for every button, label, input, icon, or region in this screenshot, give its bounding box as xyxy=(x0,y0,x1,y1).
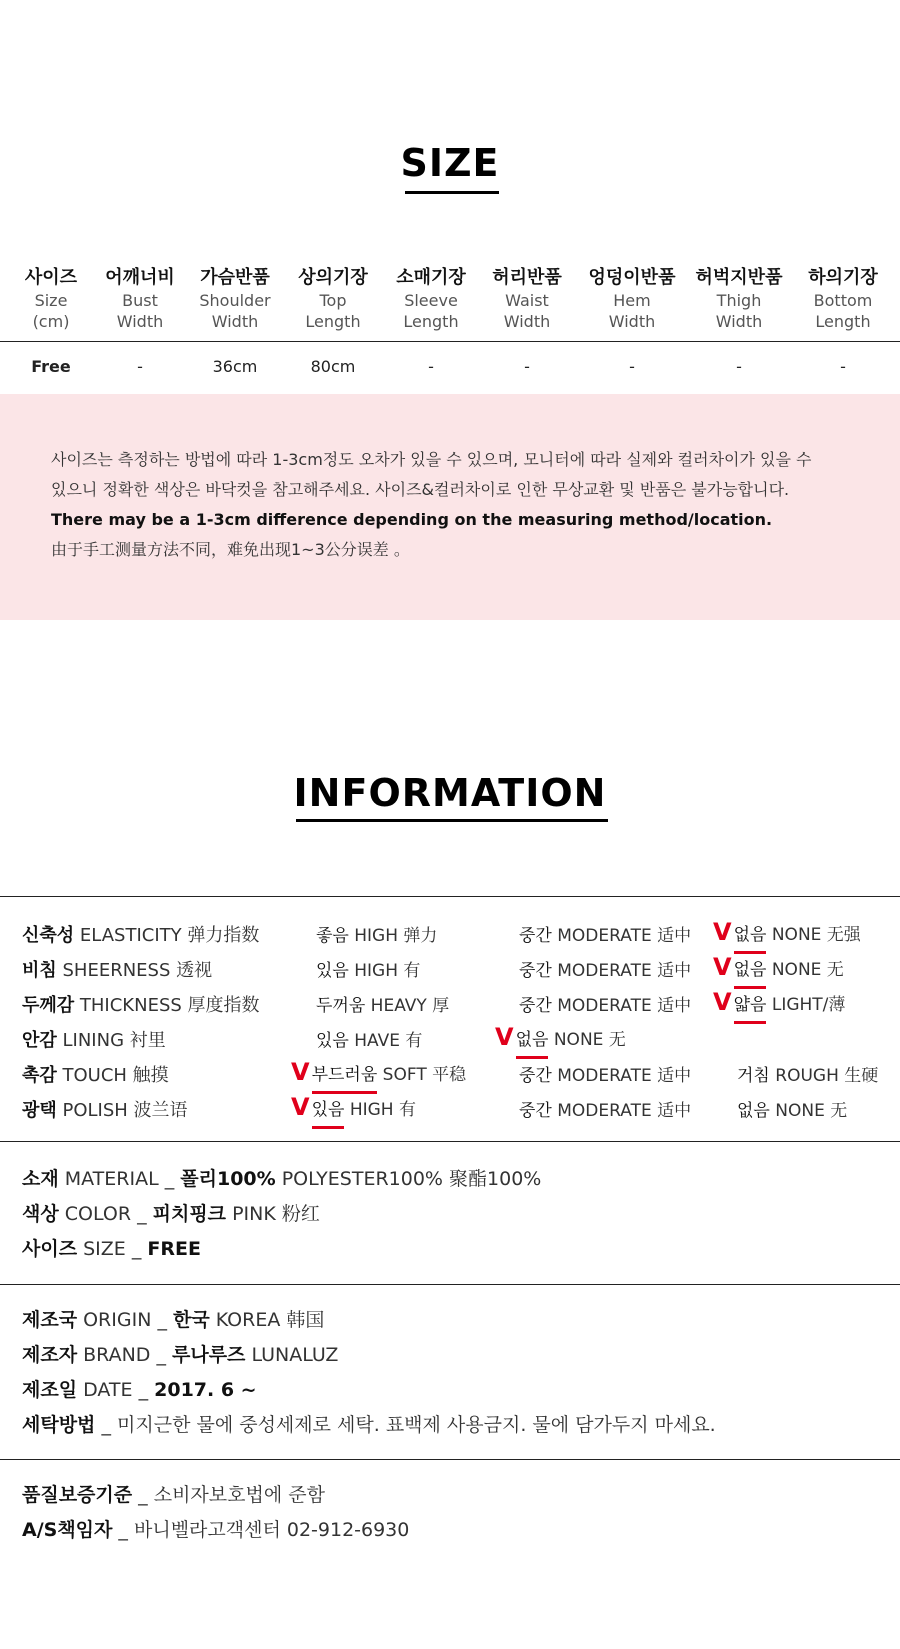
size-col-en: Bottom xyxy=(813,291,873,310)
detail-color xyxy=(22,1201,320,1227)
detail-label: 제조국 xyxy=(22,1309,78,1331)
size-col-ko: 허벅지반품 xyxy=(695,267,783,288)
opt-ko: 두꺼움 xyxy=(316,996,366,1016)
detail-value: 2017. 6 ~ xyxy=(154,1379,257,1401)
size-col-en: Length xyxy=(815,312,871,331)
size-cell: - xyxy=(137,357,143,376)
size-col-ko: 가슴반품 xyxy=(200,267,270,288)
attr-ko: 두께감 xyxy=(22,995,75,1016)
opt-rest: HIGH 有 xyxy=(344,1100,416,1120)
size-col-ko: 상의기장 xyxy=(298,267,368,288)
detail-value: 루나루즈 xyxy=(172,1344,246,1366)
opt-rest: MODERATE 适中 xyxy=(551,1066,692,1086)
opt-ko: 없음 xyxy=(515,1030,549,1050)
size-col-ko: 엉덩이반품 xyxy=(588,267,676,288)
opt-ko: 얇음 xyxy=(733,995,767,1015)
detail-size xyxy=(22,1236,201,1262)
attr-rest: SHEERNESS 透视 xyxy=(56,960,213,981)
detail-label: 품질보증기준 xyxy=(22,1484,133,1506)
table-divider xyxy=(0,341,900,342)
opt-ko: 없음 xyxy=(733,925,767,945)
notice-line: 있으니 정확한 색상은 바닥컷을 참고해주세요. 사이즈&컬러차이로 인한 무상교환 및 반품은 불가능합니다. xyxy=(51,480,790,499)
detail-label-en: DATE _ xyxy=(77,1379,155,1401)
size-col-en: Width xyxy=(608,312,656,331)
attr-ko: 비침 xyxy=(22,960,57,981)
information-title-underline xyxy=(296,819,608,822)
size-col-en: Width xyxy=(116,312,164,331)
opt-rest: HIGH 弹力 xyxy=(348,926,438,946)
option-selected xyxy=(713,955,844,982)
size-col-ko: 허리반품 xyxy=(492,267,562,288)
opt-rest: MODERATE 适中 xyxy=(551,926,692,946)
opt-ko: 중간 xyxy=(519,1066,552,1086)
opt-ko: 거침 xyxy=(737,1066,770,1086)
opt-rest: NONE 无 xyxy=(766,960,844,980)
detail-label-en: _ xyxy=(132,1484,154,1506)
detail-date xyxy=(22,1377,257,1403)
size-title: SIZE xyxy=(400,141,500,185)
detail-value: 폴리100% xyxy=(180,1168,276,1190)
detail-label: 사이즈 xyxy=(22,1238,78,1260)
opt-ko: 없음 xyxy=(737,1101,770,1121)
size-col-bottom xyxy=(793,266,893,332)
size-cell: 36cm xyxy=(212,357,258,376)
notice-line: 由于手工测量方法不同，难免出现1~3公分误差 。 xyxy=(51,540,410,559)
opt-ko: 중간 xyxy=(519,961,552,981)
opt-rest: MODERATE 适中 xyxy=(551,961,692,981)
attr-lining xyxy=(22,1029,166,1053)
opt-rest: MODERATE 适中 xyxy=(551,1101,692,1121)
attr-rest: THICKNESS 厚度指数 xyxy=(74,995,260,1016)
size-col-en: Length xyxy=(403,312,459,331)
option xyxy=(519,1064,691,1088)
detail-value: 피치핑크 xyxy=(152,1203,227,1225)
detail-label: 소재 xyxy=(22,1168,59,1190)
size-col-ko: 하의기장 xyxy=(808,267,878,288)
detail-origin xyxy=(22,1307,324,1333)
option xyxy=(519,959,691,983)
opt-rest: LIGHT/薄 xyxy=(766,995,846,1015)
opt-rest: HAVE 有 xyxy=(348,1031,423,1051)
size-col-sleeve xyxy=(381,266,481,332)
detail-label: 제조자 xyxy=(22,1344,78,1366)
attr-thickness xyxy=(22,994,260,1018)
check-mark-icon: V xyxy=(713,918,732,946)
info-divider xyxy=(0,1141,900,1142)
size-cell: - xyxy=(629,357,635,376)
size-title-underline xyxy=(405,191,499,194)
size-col-thigh xyxy=(689,266,789,332)
detail-label-en: _ xyxy=(95,1414,118,1436)
size-col-en: Width xyxy=(715,312,763,331)
size-col-en: (cm) xyxy=(32,312,70,331)
detail-label: 색상 xyxy=(22,1203,59,1225)
detail-label-en: COLOR _ xyxy=(58,1203,153,1225)
attr-rest: LINING 衬里 xyxy=(56,1030,166,1051)
attr-ko: 촉감 xyxy=(22,1065,57,1086)
attr-ko: 신축성 xyxy=(22,925,75,946)
opt-ko: 중간 xyxy=(519,996,552,1016)
option-selected xyxy=(291,1060,466,1087)
option xyxy=(737,1099,847,1123)
detail-material xyxy=(22,1166,541,1192)
detail-value-rest: 소비자보호법에 준함 xyxy=(153,1484,325,1506)
detail-value-rest: LUNALUZ xyxy=(245,1344,339,1366)
option xyxy=(316,924,437,948)
option xyxy=(519,924,691,948)
size-col-en: Sleeve xyxy=(404,291,458,310)
size-col-hem xyxy=(582,266,682,332)
attr-polish xyxy=(22,1099,188,1123)
opt-ko: 있음 xyxy=(316,961,349,981)
detail-value-rest: PINK 粉红 xyxy=(226,1203,320,1225)
check-mark-icon: V xyxy=(291,1093,310,1121)
detail-label: 제조일 xyxy=(22,1379,78,1401)
option xyxy=(316,959,420,983)
option xyxy=(316,994,449,1018)
option xyxy=(316,1029,422,1053)
size-col-ko: 어깨너비 xyxy=(105,267,175,288)
size-cell: Free xyxy=(31,357,71,376)
attr-touch xyxy=(22,1064,169,1088)
detail-label: 세탁방법 xyxy=(22,1414,96,1436)
detail-label: A/S책임자 xyxy=(22,1519,113,1541)
info-divider-top xyxy=(0,896,900,897)
size-col-en: Size xyxy=(34,291,68,310)
size-col-en: Width xyxy=(211,312,259,331)
option-selected xyxy=(713,920,861,947)
size-col-en: Top xyxy=(319,291,347,310)
detail-value-rest: KOREA 韩国 xyxy=(209,1309,325,1331)
size-col-size xyxy=(1,266,101,332)
detail-value: FREE xyxy=(147,1238,201,1260)
notice-line: 사이즈는 측정하는 방법에 따라 1-3cm정도 오차가 있을 수 있으며, 모니터에 따라 실제와 컬러차이가 있을 수 xyxy=(51,450,812,469)
opt-ko: 좋음 xyxy=(316,926,349,946)
option xyxy=(519,994,691,1018)
detail-label-en: MATERIAL _ xyxy=(58,1168,181,1190)
size-notice xyxy=(0,394,900,620)
detail-washing xyxy=(22,1412,716,1438)
size-col-ko: 소매기장 xyxy=(396,267,466,288)
size-col-ko: 사이즈 xyxy=(24,267,78,288)
opt-rest: HIGH 有 xyxy=(348,961,421,981)
size-col-en: Bust xyxy=(122,291,158,310)
size-col-shoulder xyxy=(185,266,285,332)
check-mark-icon: V xyxy=(495,1023,514,1051)
attr-ko: 광택 xyxy=(22,1100,57,1121)
detail-value: 한국 xyxy=(172,1309,210,1331)
size-col-en: Width xyxy=(503,312,551,331)
opt-ko: 있음 xyxy=(316,1031,349,1051)
size-cell: - xyxy=(736,357,742,376)
information-title: INFORMATION xyxy=(293,771,607,815)
detail-value-rest: 바니벨라고객센터 02-912-6930 xyxy=(133,1519,410,1541)
opt-ko: 중간 xyxy=(519,1101,552,1121)
size-cell: 80cm xyxy=(310,357,356,376)
opt-rest: HEAVY 厚 xyxy=(365,996,450,1016)
detail-brand xyxy=(22,1342,338,1368)
opt-ko: 없음 xyxy=(733,960,767,980)
attr-ko: 안감 xyxy=(22,1030,57,1051)
option-selected xyxy=(713,990,845,1017)
opt-rest: NONE 无强 xyxy=(766,925,861,945)
size-col-top xyxy=(283,266,383,332)
attr-elasticity xyxy=(22,924,259,948)
opt-ko: 있음 xyxy=(311,1100,345,1120)
attr-rest: TOUCH 触摸 xyxy=(56,1065,169,1086)
opt-rest: SOFT 平稳 xyxy=(377,1065,467,1085)
detail-label-en: BRAND _ xyxy=(77,1344,172,1366)
check-mark-icon: V xyxy=(713,953,732,981)
option xyxy=(737,1064,878,1088)
size-col-en: Waist xyxy=(505,291,549,310)
option-selected xyxy=(291,1095,416,1122)
check-mark-icon: V xyxy=(713,988,732,1016)
info-divider xyxy=(0,1459,900,1460)
opt-ko: 중간 xyxy=(519,926,552,946)
check-mark-icon: V xyxy=(291,1058,310,1086)
detail-label-en: SIZE _ xyxy=(77,1238,148,1260)
attr-rest: POLISH 波兰语 xyxy=(56,1100,188,1121)
attr-rest: ELASTICITY 弹力指数 xyxy=(74,925,260,946)
detail-quality-standard xyxy=(22,1482,325,1508)
size-col-en: Shoulder xyxy=(199,291,271,310)
size-cell: - xyxy=(428,357,434,376)
detail-value-rest: POLYESTER100% 聚酯100% xyxy=(275,1168,542,1190)
attr-sheerness xyxy=(22,959,212,983)
opt-rest: MODERATE 适中 xyxy=(551,996,692,1016)
size-cell: - xyxy=(524,357,530,376)
opt-rest: NONE 无 xyxy=(769,1101,848,1121)
opt-rest: NONE 无 xyxy=(548,1030,626,1050)
size-col-en: Thigh xyxy=(716,291,762,310)
option-selected xyxy=(495,1025,626,1052)
size-col-en: Length xyxy=(305,312,361,331)
size-col-en: Hem xyxy=(613,291,651,310)
size-col-bust xyxy=(90,266,190,332)
detail-as-contact xyxy=(22,1517,409,1543)
option xyxy=(519,1099,691,1123)
opt-rest: ROUGH 生硬 xyxy=(769,1066,879,1086)
detail-label-en: ORIGIN _ xyxy=(77,1309,173,1331)
info-divider xyxy=(0,1284,900,1285)
size-cell: - xyxy=(840,357,846,376)
detail-value-rest: 미지근한 물에 중성세제로 세탁. 표백제 사용금지. 물에 담가두지 마세요. xyxy=(117,1414,716,1436)
size-col-waist xyxy=(477,266,577,332)
opt-ko: 부드러움 xyxy=(311,1065,378,1085)
detail-label-en: _ xyxy=(112,1519,134,1541)
notice-line: There may be a 1-3cm difference depending on the measuring method/location. xyxy=(51,510,773,529)
